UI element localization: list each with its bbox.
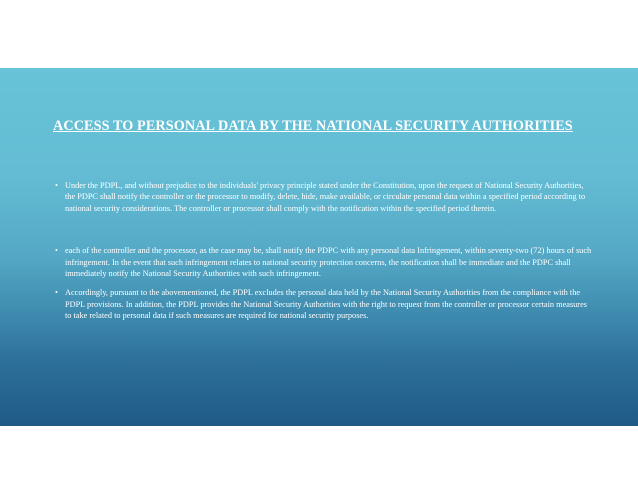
bullet-text: Under the PDPL, and without prejudice to the individuals' privacy principle stated under the Constitution, upon the request of National Security Authorities, the PDPC shall notify the controller or the processor to modify, delete, hide, make available, or circulate personal data within a specified period according to national security considerations. The controller or processor shall comply with the notification within the specified period therein. (65, 181, 586, 213)
bullet-dot: • (55, 288, 58, 298)
slide-title: ACCESS TO PERSONAL DATA BY THE NATIONAL SECURITY AUTHORITIES (53, 118, 573, 134)
bullet-text: Accordingly, pursuant to the abovementioned, the PDPL excludes the personal data held by the National Security Authorities from the compliance with the PDPL provisions. In addition, the PDPL provides the National Security Authorities with the right to request from the controller or processor certain measures to take related to personal data if such measures are required for national security purposes. (65, 288, 587, 321)
bullet-item (55, 245, 595, 279)
bullet-list (55, 180, 595, 322)
bullet-item (55, 180, 595, 214)
slide (0, 68, 638, 426)
bullet-item (55, 287, 595, 321)
bullet-text: each of the controller and the processor, as the case may be, shall notify the PDPC with any personal data Infringement, within seventy-two (72) hours of such infringement. In the event that such infringement relates to national security protection concerns, the notification shall be immediate and the PDPC shall immediately notify the National Security Authorities with such infringement. (65, 246, 592, 279)
bullet-dot: • (55, 246, 58, 256)
bullet-dot: • (55, 181, 58, 190)
